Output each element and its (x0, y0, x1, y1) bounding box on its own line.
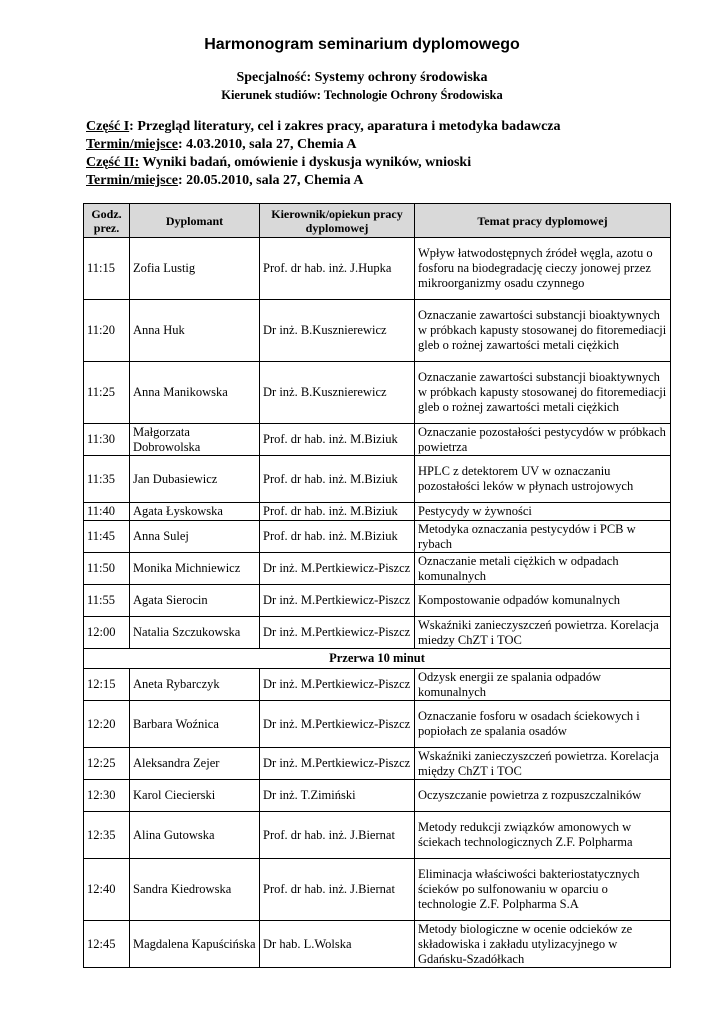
cell-topic: Oznaczanie zawartości substancji bioaktywnych w próbkach kapusty stosowanej do fitoremediacji gleb o rożnej zawartości metali ciężkich (415, 300, 671, 362)
term1-label: Termin/miejsce (86, 137, 179, 152)
table-row (84, 362, 671, 424)
table-row (84, 238, 671, 300)
cell-student: Magdalena Kapuścińska (130, 921, 260, 968)
break-label: Przerwa 10 minut (84, 649, 671, 669)
cell-student: Anna Manikowska (130, 362, 260, 424)
cell-student: Monika Michniewicz (130, 553, 260, 585)
cell-time: 12:30 (84, 780, 130, 812)
part2-label: Część II: (86, 155, 140, 170)
cell-time: 11:30 (84, 424, 130, 456)
part1-label: Część I (86, 119, 130, 134)
cell-student: Małgorzata Dobrowolska (130, 424, 260, 456)
cell-supervisor: Prof. dr hab. inż. M.Biziuk (260, 503, 415, 521)
cell-topic: Eliminacja właściwości bakteriostatycznych ścieków po sulfonowaniu w oparciu o technologie Z.F. Polpharma S.A (415, 859, 671, 921)
cell-supervisor: Prof. dr hab. inż. M.Biziuk (260, 456, 415, 503)
cell-supervisor: Dr inż. M.Pertkiewicz-Piszcz (260, 617, 415, 649)
cell-topic: Metody redukcji związków amonowych w ściekach technologicznych Z.F. Polpharma (415, 812, 671, 859)
cell-time: 11:20 (84, 300, 130, 362)
cell-time: 12:20 (84, 701, 130, 748)
table-row (84, 921, 671, 968)
cell-supervisor: Dr inż. M.Pertkiewicz-Piszcz (260, 701, 415, 748)
part2-text: Wyniki badań, omówienie i dyskusja wyników, wnioski (139, 155, 472, 170)
table-row (84, 701, 671, 748)
table-body-part1 (84, 238, 671, 649)
cell-supervisor: Prof. dr hab. inż. M.Biziuk (260, 521, 415, 553)
cell-topic: Oczyszczanie powietrza z rozpuszczalników (415, 780, 671, 812)
cell-supervisor: Prof. dr hab. inż. J.Biernat (260, 859, 415, 921)
cell-time: 11:15 (84, 238, 130, 300)
cell-student: Aneta Rybarczyk (130, 669, 260, 701)
cell-student: Barbara Woźnica (130, 701, 260, 748)
cell-time: 11:50 (84, 553, 130, 585)
table-row (84, 424, 671, 456)
cell-time: 12:25 (84, 748, 130, 780)
term2-label: Termin/miejsce (86, 173, 179, 188)
cell-topic: Metody biologiczne w ocenie odcieków ze składowiska i zakładu utylizacyjnego w Gdańsku-Szadółkach (415, 921, 671, 968)
cell-supervisor: Dr inż. T.Zimiński (260, 780, 415, 812)
table-row (84, 748, 671, 780)
cell-student: Jan Dubasiewicz (130, 456, 260, 503)
cell-time: 12:45 (84, 921, 130, 968)
cell-time: 11:55 (84, 585, 130, 617)
table-header-row (84, 204, 671, 238)
cell-time: 11:45 (84, 521, 130, 553)
cell-student: Natalia Szczukowska (130, 617, 260, 649)
specialty-line: Specjalność: Systemy ochrony środowiska (236, 70, 488, 85)
table-row (84, 456, 671, 503)
cell-topic: Wskaźniki zanieczyszczeń powietrza. Korelacja między ChZT i TOC (415, 748, 671, 780)
cell-supervisor: Prof. dr hab. inż. J.Hupka (260, 238, 415, 300)
cell-topic: Metodyka oznaczania pestycydów i PCB w rybach (415, 521, 671, 553)
cell-supervisor: Dr inż. M.Pertkiewicz-Piszcz (260, 748, 415, 780)
cell-topic: Oznaczanie pozostałości pestycydów w próbkach powietrza (415, 424, 671, 456)
break-section (84, 649, 671, 669)
header-student: Dyplomant (130, 204, 260, 238)
part2-line (86, 154, 706, 172)
cell-topic: Wpływ łatwodostępnych źródeł węgla, azotu o fosforu na biodegradację cieczy jonowej przez mikroorganizmy osadu czynnego (415, 238, 671, 300)
cell-student: Karol Ciecierski (130, 780, 260, 812)
cell-supervisor: Dr inż. M.Pertkiewicz-Piszcz (260, 669, 415, 701)
field-of-study-line: Kierunek studiów: Technologie Ochrony Środowiska (221, 88, 503, 102)
cell-student: Agata Sierocin (130, 585, 260, 617)
header-time: Godz. prez. (84, 204, 130, 238)
cell-topic: Kompostowanie odpadów komunalnych (415, 585, 671, 617)
term1-line (86, 136, 706, 154)
cell-supervisor: Dr inż. B.Kusznierewicz (260, 300, 415, 362)
cell-topic: Wskaźniki zanieczyszczeń powietrza. Korelacja miedzy ChZT i TOC (415, 617, 671, 649)
document-title: Harmonogram seminarium dyplomowego (204, 36, 520, 53)
cell-topic: Oznaczanie metali ciężkich w odpadach komunalnych (415, 553, 671, 585)
cell-topic: Oznaczanie fosforu w osadach ściekowych i popiołach ze spalania osadów (415, 701, 671, 748)
schedule-info (86, 118, 706, 190)
table-body-part2 (84, 669, 671, 968)
table-row (84, 669, 671, 701)
cell-supervisor: Dr inż. B.Kusznierewicz (260, 362, 415, 424)
term2-text: : 20.05.2010, sala 27, Chemia A (178, 173, 364, 188)
cell-student: Anna Sulej (130, 521, 260, 553)
cell-supervisor: Dr inż. M.Pertkiewicz-Piszcz (260, 585, 415, 617)
cell-student: Sandra Kiedrowska (130, 859, 260, 921)
schedule-table (83, 203, 671, 968)
header-supervisor: Kierownik/opiekun pracy dyplomowej (260, 204, 415, 238)
cell-time: 12:00 (84, 617, 130, 649)
cell-supervisor: Dr hab. L.Wolska (260, 921, 415, 968)
table-row (84, 300, 671, 362)
cell-time: 11:35 (84, 456, 130, 503)
table-row (84, 585, 671, 617)
cell-student: Agata Łyskowska (130, 503, 260, 521)
table-row (84, 780, 671, 812)
cell-student: Alina Gutowska (130, 812, 260, 859)
table-row (84, 859, 671, 921)
cell-topic: Oznaczanie zawartości substancji bioaktywnych w próbkach kapusty stosowanej do fitoremediacji gleb o rożnej zawartości metali ciężkich (415, 362, 671, 424)
cell-supervisor: Dr inż. M.Pertkiewicz-Piszcz (260, 553, 415, 585)
cell-time: 11:25 (84, 362, 130, 424)
part1-line (86, 118, 706, 136)
table-row (84, 617, 671, 649)
term2-line (86, 172, 706, 190)
table-row (84, 553, 671, 585)
header-topic: Temat pracy dyplomowej (415, 204, 671, 238)
cell-student: Anna Huk (130, 300, 260, 362)
cell-time: 12:40 (84, 859, 130, 921)
cell-student: Aleksandra Zejer (130, 748, 260, 780)
cell-topic: Pestycydy w żywności (415, 503, 671, 521)
table-row (84, 812, 671, 859)
cell-time: 12:35 (84, 812, 130, 859)
table-row (84, 521, 671, 553)
cell-supervisor: Prof. dr hab. inż. M.Biziuk (260, 424, 415, 456)
cell-student: Zofia Lustig (130, 238, 260, 300)
cell-topic: HPLC z detektorem UV w oznaczaniu pozostałości leków w płynach ustrojowych (415, 456, 671, 503)
table-row (84, 503, 671, 521)
cell-topic: Odzysk energii ze spalania odpadów komunalnych (415, 669, 671, 701)
break-row (84, 649, 671, 669)
part1-text: : Przegląd literatury, cel i zakres pracy, aparatura i metodyka badawcza (129, 119, 561, 134)
term1-text: : 4.03.2010, sala 27, Chemia A (178, 137, 357, 152)
cell-time: 11:40 (84, 503, 130, 521)
cell-supervisor: Prof. dr hab. inż. J.Biernat (260, 812, 415, 859)
cell-time: 12:15 (84, 669, 130, 701)
